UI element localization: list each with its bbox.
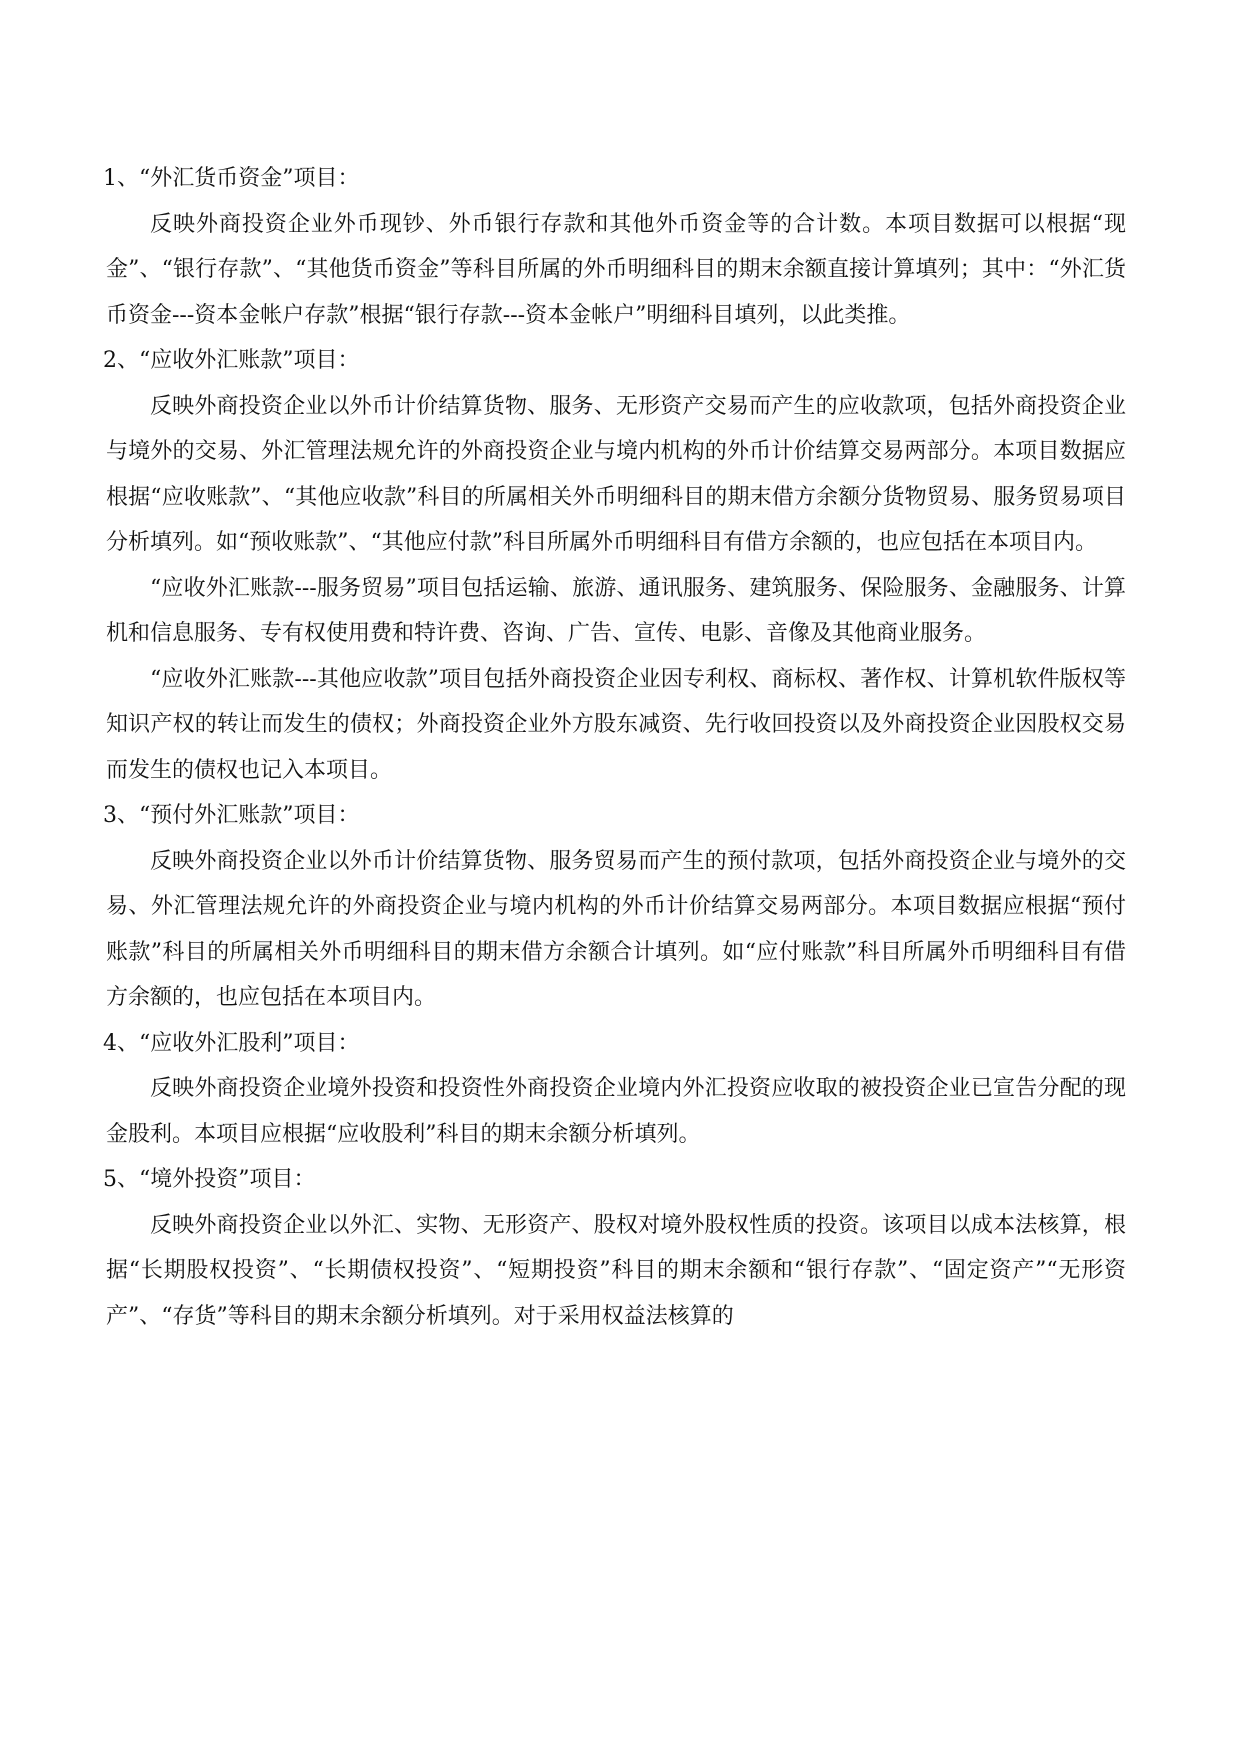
- section-5-para-1: 反映外商投资企业以外汇、实物、无形资产、股权对境外股权性质的投资。该项目以成本法核算，根据“长期股权投资”、“长期债权投资”、“短期投资”科目的期末余额和“银行存款”、“固定资产”“无形资产”、“存货”等科目的期末余额分析填列。对于采用权益法核算的: [106, 1212, 1126, 1329]
- section-3-para-1: 反映外商投资企业以外币计价结算货物、服务贸易而产生的预付款项，包括外商投资企业与境外的交易、外汇管理法规允许的外商投资企业与境内机构的外币计价结算交易两部分。本项目数据应根据“预付账款”科目的所属相关外币明细科目的期末借方余额合计填列。如“应付账款”科目所属外币明细科目有借方余额的，也应包括在本项目内。: [106, 848, 1126, 1010]
- section-2-heading: 2、“应收外汇账款”项目：: [103, 348, 360, 373]
- section-2-para-3: “应收外汇账款---其他应收款”项目包括外商投资企业因专利权、商标权、著作权、计算机软件版权等知识产权的转让而发生的债权；外商投资企业外方股东减资、先行收回投资以及外商投资企业因股权交易而发生的债权也记入本项目。: [106, 666, 1126, 783]
- section-3-heading: 3、“预付外汇账款”项目：: [103, 803, 360, 828]
- section-4-para-1: 反映外商投资企业境外投资和投资性外商投资企业境内外汇投资应收取的被投资企业已宣告分配的现金股利。本项目应根据“应收股利”科目的期末余额分析填列。: [106, 1076, 1126, 1147]
- document-body: [103, 156, 1126, 1339]
- section-5-heading: 5、“境外投资”项目：: [103, 1167, 316, 1192]
- section-2-para-2: “应收外汇账款---服务贸易”项目包括运输、旅游、通讯服务、建筑服务、保险服务、金融服务、计算机和信息服务、专有权使用费和特许费、咨询、广告、宣传、电影、音像及其他商业服务。: [106, 575, 1126, 646]
- section-1-heading: 1、“外汇货币资金”项目：: [103, 166, 360, 191]
- section-2-para-1: 反映外商投资企业以外币计价结算货物、服务、无形资产交易而产生的应收款项，包括外商投资企业与境外的交易、外汇管理法规允许的外商投资企业与境内机构的外币计价结算交易两部分。本项目数据应根据“应收账款”、“其他应收款”科目的所属相关外币明细科目的期末借方余额分货物贸易、服务贸易项目分析填列。如“预收账款”、“其他应付款”科目所属外币明细科目有借方余额的，也应包括在本项目内。: [106, 393, 1126, 555]
- section-4-heading: 4、“应收外汇股利”项目：: [103, 1030, 360, 1056]
- section-1-para-1: 反映外商投资企业外币现钞、外币银行存款和其他外币资金等的合计数。本项目数据可以根据“现金”、“银行存款”、“其他货币资金”等科目所属的外币明细科目的期末余额直接计算填列；其中：“外汇货币资金---资本金帐户存款”根据“银行存款---资本金帐户”明细科目填列，以此类推。: [106, 211, 1126, 328]
